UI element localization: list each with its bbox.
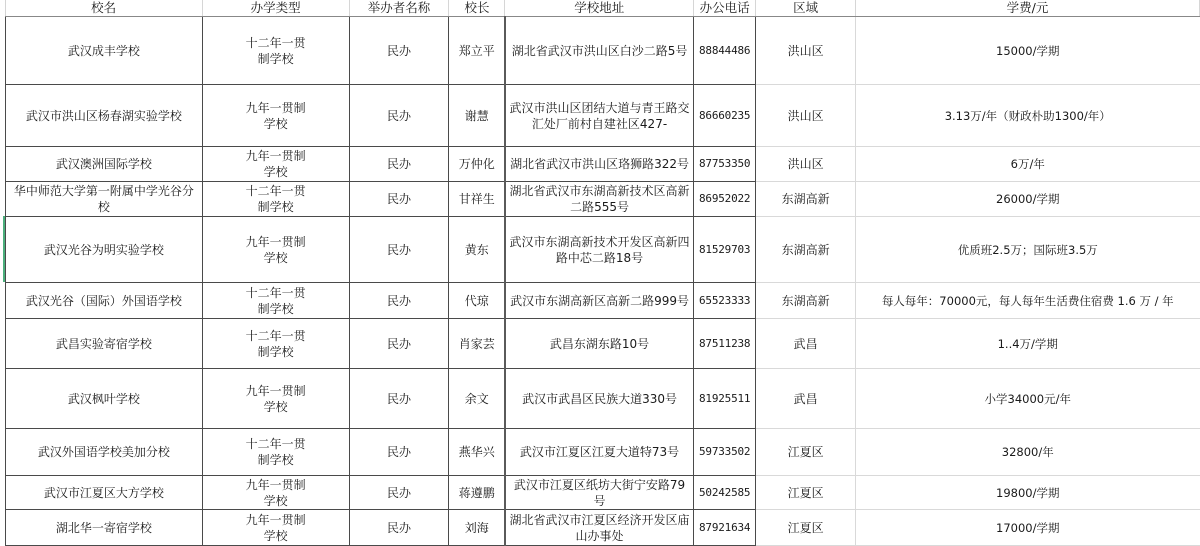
cell-type[interactable]: 十二年一贯制学校	[202, 319, 349, 369]
cell-district[interactable]: 武昌	[756, 319, 856, 369]
cell-principal[interactable]: 肖家芸	[449, 319, 505, 369]
cell-type[interactable]: 十二年一贯制学校	[202, 17, 349, 85]
cell-sponsor[interactable]: 民办	[349, 319, 449, 369]
cell-phone[interactable]: 65523333	[694, 283, 756, 319]
column-header-address[interactable]: 学校地址	[505, 0, 694, 17]
fee-text: 15000/学期	[996, 43, 1060, 58]
cell-phone[interactable]: 86952022	[694, 182, 756, 217]
column-header-phone[interactable]: 办公电话	[694, 0, 756, 17]
cell-type[interactable]: 十二年一贯制学校	[202, 283, 349, 319]
cell-sponsor[interactable]: 民办	[349, 17, 449, 85]
cell-sponsor[interactable]: 民办	[349, 217, 449, 283]
cell-phone[interactable]: 88844486	[694, 17, 756, 85]
table-row	[6, 283, 1200, 319]
cell-fee[interactable]	[856, 319, 1200, 369]
column-header-sponsor[interactable]: 举办者名称	[349, 0, 449, 17]
fee-text: 26000/学期	[996, 192, 1060, 206]
fee-text: 每人每年：70000元，每人每年生活费住宿费 1.6 万 / 年	[881, 293, 1174, 308]
cell-district[interactable]: 洪山区	[756, 17, 856, 85]
cell-type[interactable]: 九年一贯制学校	[202, 369, 349, 429]
cell-name[interactable]: 武汉市洪山区杨春湖实验学校	[6, 85, 203, 147]
cell-principal[interactable]: 蒋遵鹏	[449, 476, 505, 510]
cell-address[interactable]: 湖北省武汉市江夏区经济开发区庙山办事处	[505, 510, 694, 546]
cell-fee[interactable]	[856, 17, 1200, 85]
cell-address[interactable]: 武汉市东湖高新技术开发区高新四路中芯二路18号	[505, 217, 694, 283]
cell-address[interactable]: 武汉市江夏区纸坊大街宁安路79号	[505, 476, 694, 510]
table-row	[6, 182, 1200, 217]
table-row	[6, 147, 1200, 182]
cell-fee[interactable]	[856, 476, 1200, 510]
column-header-district[interactable]: 区域	[756, 0, 856, 17]
cell-name[interactable]: 武汉外国语学校美加分校	[6, 429, 203, 476]
cell-principal[interactable]: 黄东	[449, 217, 505, 283]
header-row	[6, 0, 1200, 17]
cell-district[interactable]: 洪山区	[756, 85, 856, 147]
cell-fee[interactable]	[856, 147, 1200, 182]
cell-district[interactable]: 江夏区	[756, 476, 856, 510]
cell-principal[interactable]: 郑立平	[449, 17, 505, 85]
table-row	[6, 85, 1200, 147]
fee-text: 19800/学期	[996, 485, 1060, 500]
table-row	[6, 17, 1200, 85]
cell-type[interactable]: 九年一贯制学校	[202, 510, 349, 546]
cell-type[interactable]: 十二年一贯制学校	[202, 429, 349, 476]
cell-name[interactable]: 武汉市江夏区大方学校	[6, 476, 203, 510]
fee-text: 17000/学期	[996, 520, 1060, 535]
cell-sponsor[interactable]: 民办	[349, 510, 449, 546]
table-row	[6, 217, 1200, 283]
column-header-principal[interactable]: 校长	[449, 0, 505, 17]
column-header-fee[interactable]: 学费/元	[856, 0, 1200, 17]
cell-name[interactable]: 武昌实验寄宿学校	[6, 319, 203, 369]
table-row	[6, 476, 1200, 510]
cell-fee[interactable]	[856, 283, 1200, 319]
cell-address[interactable]: 武昌东湖东路10号	[505, 319, 694, 369]
cell-address[interactable]: 湖北省武汉市洪山区珞狮路322号	[505, 147, 694, 182]
cell-district[interactable]: 江夏区	[756, 510, 856, 546]
cell-sponsor[interactable]: 民办	[349, 283, 449, 319]
cell-sponsor[interactable]: 民办	[349, 476, 449, 510]
cell-address[interactable]: 湖北省武汉市东湖高新技术区高新二路555号	[505, 182, 694, 217]
table-row	[6, 369, 1200, 429]
column-header-name[interactable]: 校名	[6, 0, 203, 17]
table-row	[6, 510, 1200, 546]
column-header-type[interactable]: 办学类型	[202, 0, 349, 17]
cell-name[interactable]: 武汉光谷为明实验学校	[6, 217, 203, 283]
cell-address[interactable]: 武汉市洪山区团结大道与青王路交汇处厂前村自建社区427-	[505, 85, 694, 147]
table-row	[6, 319, 1200, 369]
cell-sponsor[interactable]: 民办	[349, 182, 449, 217]
cell-address[interactable]: 武汉市东湖高新区高新二路999号	[505, 283, 694, 319]
cell-principal[interactable]: 万仲化	[449, 147, 505, 182]
cell-phone[interactable]: 87921634	[694, 510, 756, 546]
cell-address[interactable]: 武汉市江夏区江夏大道特73号	[505, 429, 694, 476]
cell-sponsor[interactable]: 民办	[349, 85, 449, 147]
cell-district[interactable]: 武昌	[756, 369, 856, 429]
cell-type[interactable]: 九年一贯制学校	[202, 217, 349, 283]
fee-text: 32800/年	[1001, 445, 1054, 459]
fee-text: 6万/年	[1010, 157, 1045, 171]
cell-phone[interactable]: 87753350	[694, 147, 756, 182]
cell-fee[interactable]	[856, 182, 1200, 217]
fee-text: 小学34000元/年	[984, 391, 1071, 406]
cell-fee[interactable]	[856, 217, 1200, 283]
school-table	[5, 0, 1200, 546]
cell-fee[interactable]	[856, 85, 1200, 147]
cell-principal[interactable]: 刘海	[449, 510, 505, 546]
cell-district[interactable]: 东湖高新	[756, 283, 856, 319]
cell-name[interactable]: 武汉光谷（国际）外国语学校	[6, 283, 203, 319]
cell-phone[interactable]: 86660235	[694, 85, 756, 147]
fee-text: 3.13万/年（财政朴助1300/年）	[944, 108, 1111, 123]
cell-type[interactable]: 九年一贯制学校	[202, 476, 349, 510]
cell-name[interactable]: 华中师范大学第一附属中学光谷分校	[6, 182, 203, 217]
cell-principal[interactable]: 甘祥生	[449, 182, 505, 217]
cell-name[interactable]: 武汉枫叶学校	[6, 369, 203, 429]
cell-district[interactable]: 洪山区	[756, 147, 856, 182]
cell-name[interactable]: 湖北华一寄宿学校	[6, 510, 203, 546]
cell-address[interactable]: 湖北省武汉市洪山区白沙二路5号	[505, 17, 694, 85]
cell-phone[interactable]: 81925511	[694, 369, 756, 429]
cell-principal[interactable]: 代琼	[449, 283, 505, 319]
cell-name[interactable]: 武汉成丰学校	[6, 17, 203, 85]
cell-principal[interactable]: 余文	[449, 369, 505, 429]
cell-principal[interactable]: 谢慧	[449, 85, 505, 147]
cell-district[interactable]: 江夏区	[756, 429, 856, 476]
cell-name[interactable]: 武汉澳洲国际学校	[6, 147, 203, 182]
cell-fee[interactable]	[856, 510, 1200, 546]
cell-phone[interactable]: 59733502	[694, 429, 756, 476]
cell-address[interactable]: 武汉市武昌区民族大道330号	[505, 369, 694, 429]
fee-text: 优质班2.5万；国际班3.5万	[957, 242, 1098, 257]
cell-phone[interactable]: 81529703	[694, 217, 756, 283]
cell-principal[interactable]: 燕华兴	[449, 429, 505, 476]
table-row	[6, 429, 1200, 476]
cell-type[interactable]: 十二年一贯制学校	[202, 182, 349, 217]
fee-text: 1..4万/学期	[997, 336, 1058, 351]
cell-district[interactable]: 东湖高新	[756, 217, 856, 283]
cell-fee[interactable]	[856, 429, 1200, 476]
cell-type[interactable]: 九年一贯制学校	[202, 85, 349, 147]
cell-fee[interactable]	[856, 369, 1200, 429]
cell-phone[interactable]: 87511238	[694, 319, 756, 369]
cell-sponsor[interactable]: 民办	[349, 369, 449, 429]
cell-sponsor[interactable]: 民办	[349, 147, 449, 182]
cell-type[interactable]: 九年一贯制学校	[202, 147, 349, 182]
cell-sponsor[interactable]: 民办	[349, 429, 449, 476]
cell-phone[interactable]: 50242585	[694, 476, 756, 510]
cell-district[interactable]: 东湖高新	[756, 182, 856, 217]
